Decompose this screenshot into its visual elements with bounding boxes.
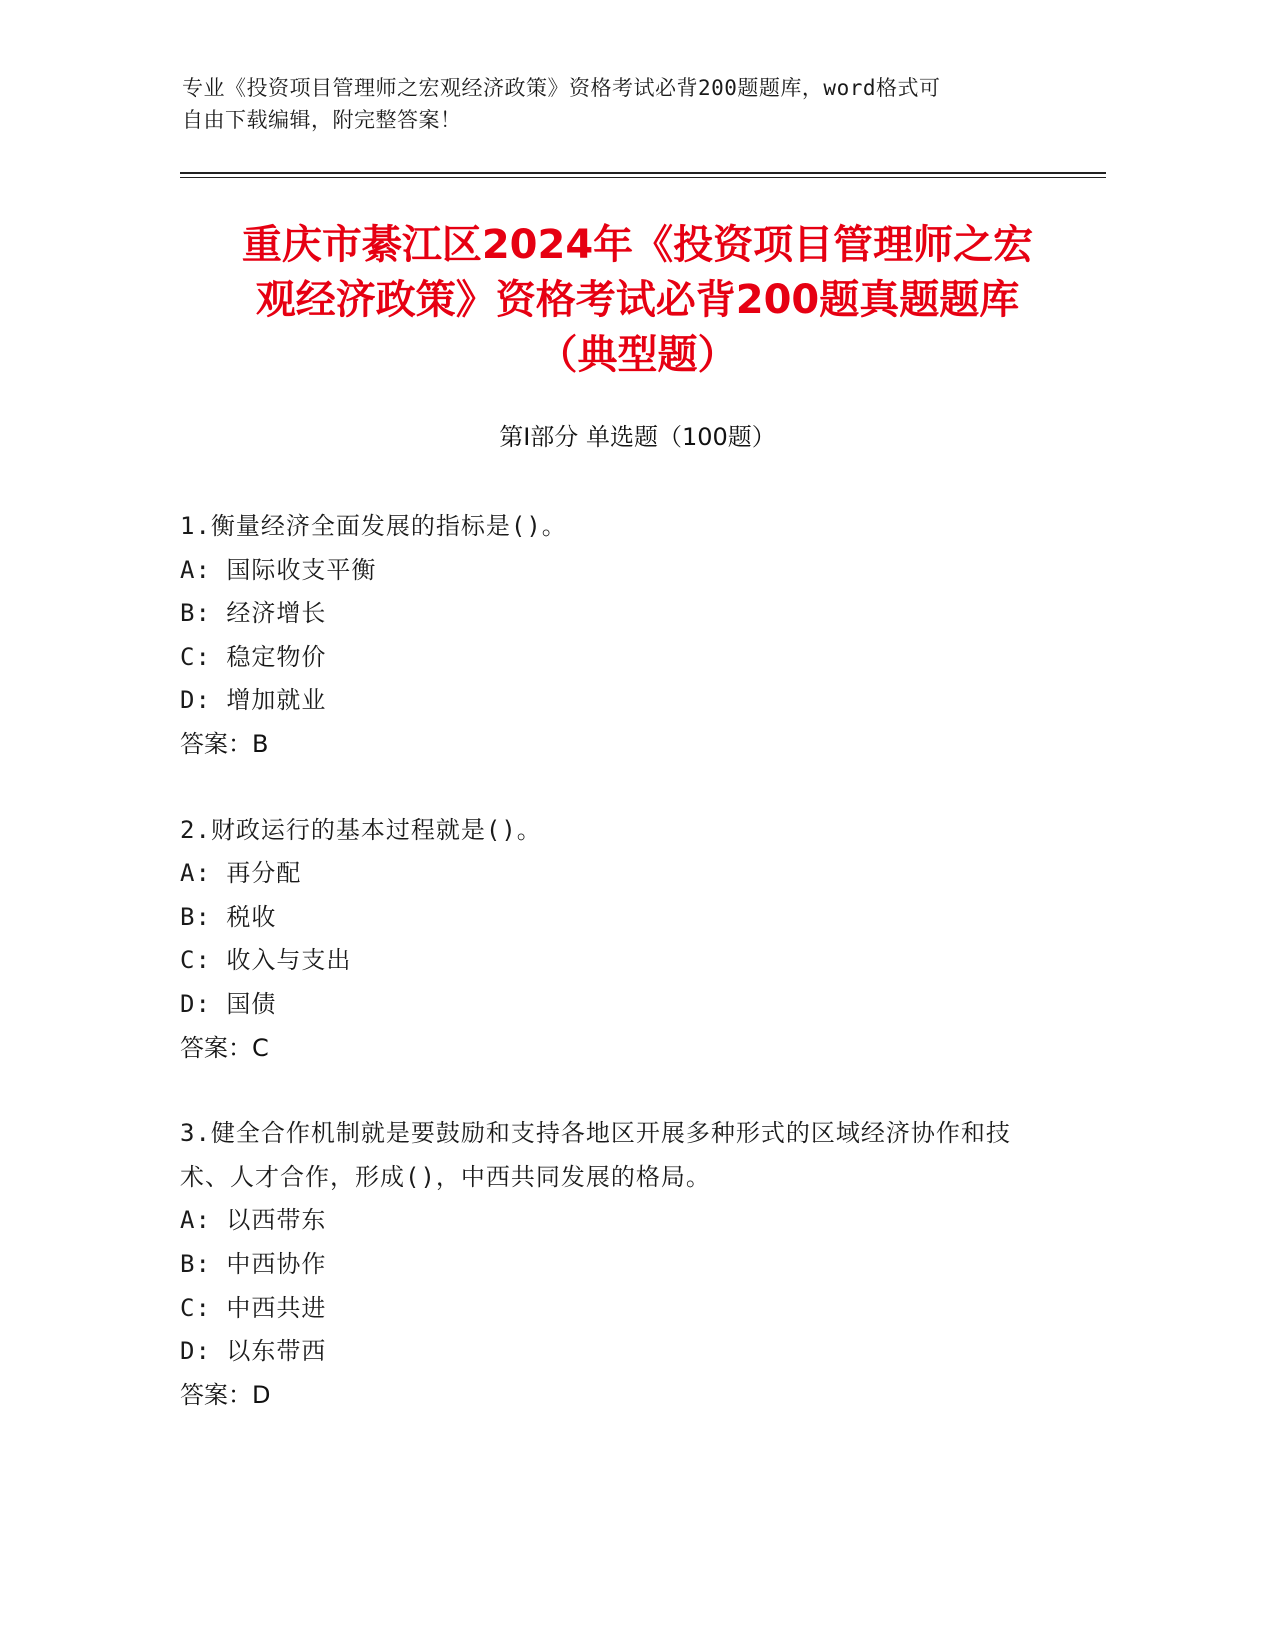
header-note-line-2: 自由下载编辑，附完整答案！ bbox=[182, 108, 462, 132]
header-note bbox=[182, 72, 1042, 136]
option-c: C: 稳定物价 bbox=[180, 642, 327, 671]
title-line-2: 观经济政策》资格考试必背200题真题题库 bbox=[255, 277, 1020, 323]
option-b: B: 中西协作 bbox=[180, 1249, 327, 1278]
option-c: C: 收入与支出 bbox=[180, 946, 352, 975]
option-c: C: 中西共进 bbox=[180, 1293, 327, 1322]
question-stem: 3.健全合作机制就是要鼓励和支持各地区开展多种形式的区域经济协作和技术、人才合作，形成()，中西共同发展的格局。 bbox=[180, 1119, 1011, 1191]
question-stem: 1.衡量经济全面发展的指标是()。 bbox=[180, 512, 567, 540]
option-a: A: 国际收支平衡 bbox=[180, 555, 377, 584]
option-b: B: 经济增长 bbox=[180, 599, 327, 628]
option-a: A: 以西带东 bbox=[180, 1206, 327, 1235]
option-d: D: 增加就业 bbox=[180, 686, 327, 715]
question-item bbox=[180, 809, 1040, 1071]
header-note-line-1: 专业《投资项目管理师之宏观经济政策》资格考试必背200题题库，word格式可 bbox=[182, 76, 941, 100]
section-heading: 第Ⅰ部分 单选题（100题） bbox=[499, 423, 776, 451]
question-stem: 2.财政运行的基本过程就是()。 bbox=[180, 815, 542, 844]
answer: 答案：B bbox=[180, 729, 269, 758]
option-d: D: 国债 bbox=[180, 989, 277, 1018]
question-item bbox=[180, 1112, 1040, 1417]
option-b: B: 税收 bbox=[180, 902, 277, 931]
question-list bbox=[180, 505, 1040, 1459]
title-line-3: （典型题） bbox=[537, 332, 738, 378]
question-item bbox=[180, 505, 1040, 767]
answer: 答案：C bbox=[180, 1033, 269, 1062]
option-a: A: 再分配 bbox=[180, 859, 302, 888]
header-rule-thick bbox=[180, 172, 1106, 174]
header-rule-thin bbox=[180, 177, 1106, 178]
answer: 答案：D bbox=[180, 1380, 271, 1409]
option-d: D: 以东带西 bbox=[180, 1337, 327, 1366]
document-title bbox=[150, 218, 1125, 383]
title-line-1: 重庆市綦江区2024年《投资项目管理师之宏 bbox=[241, 222, 1034, 268]
